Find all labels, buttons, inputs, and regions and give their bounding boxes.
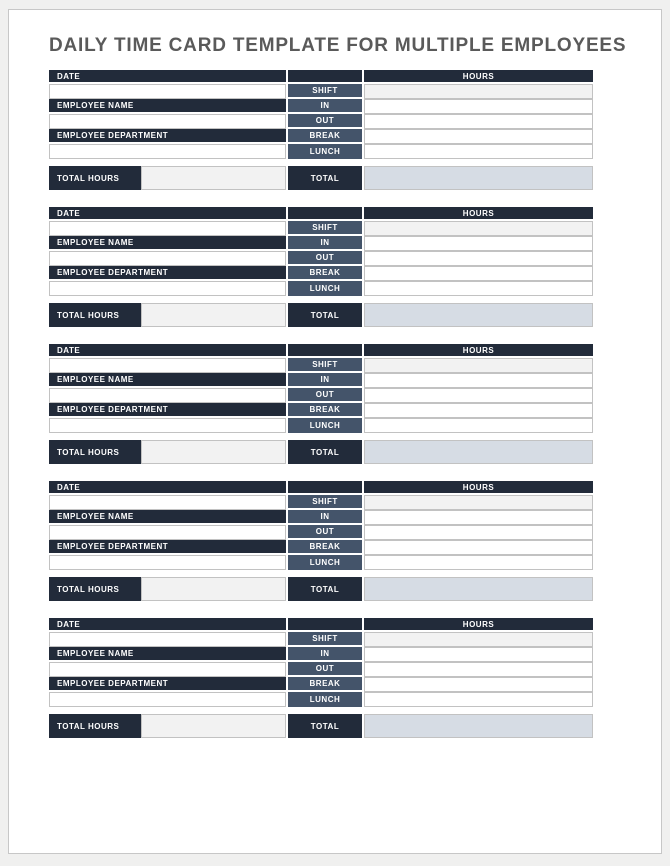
total-value-cell[interactable] [364, 714, 593, 738]
employee-department-label-cell: EMPLOYEE DEPARTMENT [49, 677, 286, 692]
break-label-cell: BREAK [286, 677, 364, 692]
date-header-cell: DATE [49, 344, 286, 358]
employee-name-input-cell[interactable] [49, 251, 286, 266]
break-row [49, 129, 593, 144]
shift-row [49, 632, 593, 647]
break-row [49, 403, 593, 418]
lunch-hours-cell[interactable] [364, 281, 593, 296]
total-value-cell[interactable] [364, 303, 593, 327]
out-hours-cell[interactable] [364, 662, 593, 677]
date-header-cell: DATE [49, 481, 286, 495]
total-value-cell[interactable] [364, 440, 593, 464]
out-row [49, 662, 593, 677]
employee-name-label-cell: EMPLOYEE NAME [49, 647, 286, 662]
in-row [49, 99, 593, 114]
in-label-cell: IN [286, 236, 364, 251]
out-hours-cell[interactable] [364, 525, 593, 540]
shift-label-cell: SHIFT [286, 632, 364, 647]
employee-name-input-cell[interactable] [49, 662, 286, 677]
employee-name-label-cell: EMPLOYEE NAME [49, 510, 286, 525]
out-row [49, 114, 593, 129]
time-card [49, 481, 593, 601]
card-header-row [49, 618, 593, 632]
date-input-cell[interactable] [49, 221, 286, 236]
break-hours-cell[interactable] [364, 129, 593, 144]
time-card [49, 70, 593, 190]
break-hours-cell[interactable] [364, 403, 593, 418]
card-header-row [49, 70, 593, 84]
total-hours-label-cell: TOTAL HOURS [49, 166, 141, 190]
in-row [49, 236, 593, 251]
employee-name-input-cell[interactable] [49, 525, 286, 540]
total-hours-label-cell: TOTAL HOURS [49, 303, 141, 327]
employee-department-label-cell: EMPLOYEE DEPARTMENT [49, 266, 286, 281]
lunch-row [49, 281, 593, 296]
total-hours-input-cell[interactable] [141, 303, 286, 327]
time-card [49, 207, 593, 327]
total-label-cell: TOTAL [286, 714, 364, 738]
header-spacer-cell [286, 344, 364, 358]
lunch-hours-cell[interactable] [364, 555, 593, 570]
break-row [49, 266, 593, 281]
lunch-hours-cell[interactable] [364, 418, 593, 433]
in-label-cell: IN [286, 647, 364, 662]
in-label-cell: IN [286, 99, 364, 114]
total-row [49, 440, 593, 464]
out-label-cell: OUT [286, 251, 364, 266]
in-hours-cell[interactable] [364, 99, 593, 114]
out-label-cell: OUT [286, 525, 364, 540]
shift-label-cell: SHIFT [286, 358, 364, 373]
break-row [49, 677, 593, 692]
lunch-label-cell: LUNCH [286, 555, 364, 570]
in-row [49, 647, 593, 662]
time-card [49, 344, 593, 464]
employee-department-input-cell[interactable] [49, 555, 286, 570]
hours-header-cell: HOURS [364, 481, 593, 495]
lunch-label-cell: LUNCH [286, 281, 364, 296]
break-hours-cell[interactable] [364, 540, 593, 555]
lunch-label-cell: LUNCH [286, 692, 364, 707]
employee-department-label-cell: EMPLOYEE DEPARTMENT [49, 403, 286, 418]
total-value-cell[interactable] [364, 166, 593, 190]
total-row [49, 166, 593, 190]
in-hours-cell[interactable] [364, 236, 593, 251]
out-hours-cell[interactable] [364, 114, 593, 129]
out-label-cell: OUT [286, 114, 364, 129]
total-hours-label-cell: TOTAL HOURS [49, 577, 141, 601]
out-row [49, 388, 593, 403]
total-row [49, 577, 593, 601]
total-label-cell: TOTAL [286, 303, 364, 327]
shift-row [49, 358, 593, 373]
date-header-cell: DATE [49, 70, 286, 84]
total-hours-label-cell: TOTAL HOURS [49, 714, 141, 738]
break-hours-cell[interactable] [364, 266, 593, 281]
employee-name-input-cell[interactable] [49, 114, 286, 129]
out-row [49, 525, 593, 540]
lunch-row [49, 144, 593, 159]
lunch-label-cell: LUNCH [286, 144, 364, 159]
total-row [49, 714, 593, 738]
employee-name-label-cell: EMPLOYEE NAME [49, 99, 286, 114]
break-hours-cell[interactable] [364, 677, 593, 692]
shift-label-cell: SHIFT [286, 84, 364, 99]
in-hours-cell[interactable] [364, 373, 593, 388]
shift-hours-cell[interactable] [364, 358, 593, 373]
break-label-cell: BREAK [286, 403, 364, 418]
out-label-cell: OUT [286, 662, 364, 677]
hours-header-cell: HOURS [364, 70, 593, 84]
total-hours-label-cell: TOTAL HOURS [49, 440, 141, 464]
employee-department-input-cell[interactable] [49, 418, 286, 433]
shift-label-cell: SHIFT [286, 495, 364, 510]
break-label-cell: BREAK [286, 266, 364, 281]
shift-label-cell: SHIFT [286, 221, 364, 236]
card-spacer [49, 707, 593, 714]
lunch-row [49, 692, 593, 707]
hours-header-cell: HOURS [364, 618, 593, 632]
employee-name-label-cell: EMPLOYEE NAME [49, 236, 286, 251]
shift-row [49, 221, 593, 236]
total-hours-input-cell[interactable] [141, 577, 286, 601]
lunch-row [49, 418, 593, 433]
card-header-row [49, 207, 593, 221]
total-label-cell: TOTAL [286, 440, 364, 464]
lunch-hours-cell[interactable] [364, 692, 593, 707]
break-label-cell: BREAK [286, 129, 364, 144]
total-hours-input-cell[interactable] [141, 714, 286, 738]
date-input-cell[interactable] [49, 358, 286, 373]
total-hours-input-cell[interactable] [141, 440, 286, 464]
in-label-cell: IN [286, 373, 364, 388]
in-row [49, 510, 593, 525]
in-hours-cell[interactable] [364, 510, 593, 525]
header-spacer-cell [286, 618, 364, 632]
shift-hours-cell[interactable] [364, 495, 593, 510]
hours-header-cell: HOURS [364, 344, 593, 358]
employee-department-input-cell[interactable] [49, 144, 286, 159]
date-input-cell[interactable] [49, 632, 286, 647]
employee-name-input-cell[interactable] [49, 388, 286, 403]
total-label-cell: TOTAL [286, 577, 364, 601]
shift-hours-cell[interactable] [364, 84, 593, 99]
time-card-list [49, 70, 593, 738]
employee-department-input-cell[interactable] [49, 281, 286, 296]
employee-department-input-cell[interactable] [49, 692, 286, 707]
total-hours-input-cell[interactable] [141, 166, 286, 190]
lunch-hours-cell[interactable] [364, 144, 593, 159]
date-input-cell[interactable] [49, 495, 286, 510]
shift-hours-cell[interactable] [364, 632, 593, 647]
shift-row [49, 495, 593, 510]
time-card [49, 618, 593, 738]
break-label-cell: BREAK [286, 540, 364, 555]
total-value-cell[interactable] [364, 577, 593, 601]
out-hours-cell[interactable] [364, 251, 593, 266]
card-spacer [49, 296, 593, 303]
in-label-cell: IN [286, 510, 364, 525]
date-header-cell: DATE [49, 618, 286, 632]
card-spacer [49, 570, 593, 577]
header-spacer-cell [286, 70, 364, 84]
date-input-cell[interactable] [49, 84, 286, 99]
page-title: DAILY TIME CARD TEMPLATE FOR MULTIPLE EMPLOYEES [49, 35, 627, 56]
total-row [49, 303, 593, 327]
lunch-row [49, 555, 593, 570]
header-spacer-cell [286, 207, 364, 221]
date-header-cell: DATE [49, 207, 286, 221]
hours-header-cell: HOURS [364, 207, 593, 221]
employee-department-label-cell: EMPLOYEE DEPARTMENT [49, 540, 286, 555]
in-row [49, 373, 593, 388]
card-spacer [49, 433, 593, 440]
shift-hours-cell[interactable] [364, 221, 593, 236]
lunch-label-cell: LUNCH [286, 418, 364, 433]
employee-name-label-cell: EMPLOYEE NAME [49, 373, 286, 388]
header-spacer-cell [286, 481, 364, 495]
total-label-cell: TOTAL [286, 166, 364, 190]
document-page [8, 9, 662, 854]
out-label-cell: OUT [286, 388, 364, 403]
break-row [49, 540, 593, 555]
out-hours-cell[interactable] [364, 388, 593, 403]
out-row [49, 251, 593, 266]
card-header-row [49, 344, 593, 358]
card-spacer [49, 159, 593, 166]
employee-department-label-cell: EMPLOYEE DEPARTMENT [49, 129, 286, 144]
card-header-row [49, 481, 593, 495]
in-hours-cell[interactable] [364, 647, 593, 662]
shift-row [49, 84, 593, 99]
